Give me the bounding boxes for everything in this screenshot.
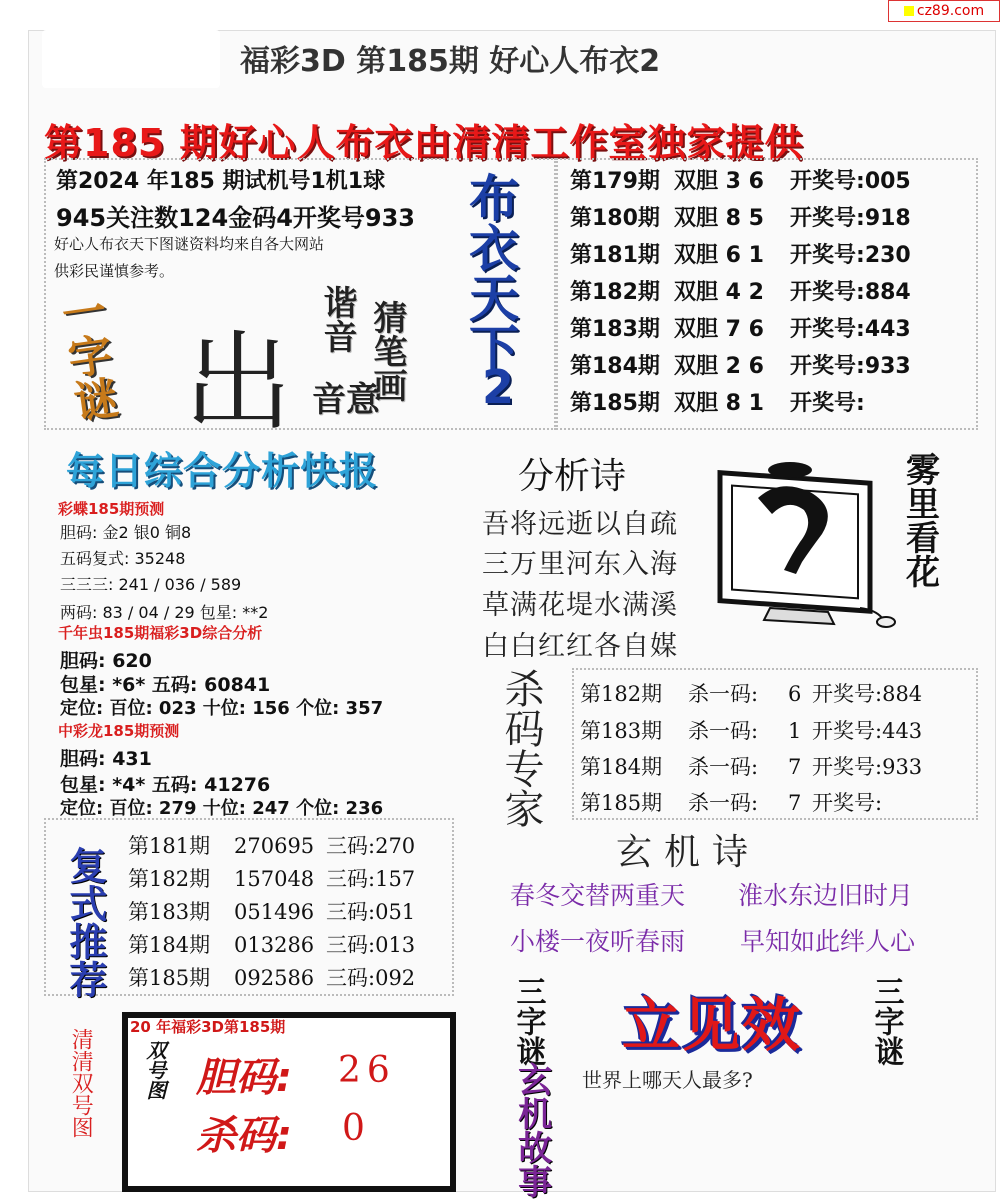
disclaimer-line: 好心人布衣天下图谜资料均来自各大网站 [54, 235, 325, 253]
riddle-question: 世界上哪天人最多? [582, 1068, 753, 1092]
daily-report-title: 每日综合分析快报 [66, 449, 379, 493]
banner-title: 第185 期好心人布衣由清清工作室独家提供 [44, 121, 804, 165]
history-row: 第183期 双胆 7 6 开奖号:443 [570, 317, 911, 342]
fushi-row: 第184期 013286 三码:013 [128, 933, 416, 957]
card-title: 20 年福彩3D第185期 [130, 1018, 286, 1036]
qiannian-heading: 千年虫185期福彩3D综合分析 [58, 624, 263, 642]
poem-line: 草满花堤水满溪 [482, 590, 678, 621]
kill-row: 第185期 杀一码: 7 开奖号: [580, 791, 883, 815]
caidie-wuma: 五码复式: 35248 [60, 549, 186, 568]
focus-info-line: 945关注数124金码4开奖号933 [56, 204, 415, 232]
monitor-illustration [710, 458, 896, 634]
zhongcai-dan: 胆码: 431 [60, 748, 152, 770]
history-row: 第179期 双胆 3 6 开奖号:005 [570, 169, 911, 194]
kill-row: 第182期 杀一码: 6 开奖号:884 [580, 682, 923, 706]
caidie-heading: 彩蝶185期预测 [58, 500, 165, 518]
xuanji-poem-title: 玄机诗 [616, 832, 761, 873]
three-char-riddle-right: 三字谜 [868, 976, 904, 1066]
kill-row: 第184期 杀一码: 7 开奖号:933 [580, 755, 923, 779]
fushi-row: 第181期 270695 三码:270 [128, 834, 416, 858]
watermark-text: cz89.com [916, 3, 985, 19]
wuli-kanhua-label: 雾里看花 [899, 452, 940, 588]
clue-bihua: 猜笔画 [367, 300, 407, 402]
clue-xieyin: 谐音 [317, 285, 357, 353]
zhongcai-heading: 中彩龙185期预测 [58, 722, 180, 740]
card-dan-value: 26 [338, 1050, 396, 1091]
caidie-liangma: 两码: 83 / 04 / 29 包星: **2 [60, 603, 269, 622]
trial-info-line: 第2024 年185 期试机号1机1球 [56, 169, 386, 194]
qiannian-dan: 胆码: 620 [60, 650, 152, 672]
clue-yinyi: 音意 [312, 380, 380, 420]
brand-number: 2 [482, 360, 515, 414]
qiannian-baoxing: 包星: *6* 五码: 60841 [60, 674, 271, 696]
xuanji-line: 淮水东边旧时月 [738, 881, 914, 910]
card-side-label: 双号图 [143, 1040, 167, 1100]
logo-placeholder [42, 30, 220, 88]
qiannian-dingwei: 定位: 百位: 023 十位: 156 个位: 357 [60, 698, 384, 719]
kill-expert-title: 杀码专家 [498, 668, 544, 828]
zhongcai-baoxing: 包星: *4* 五码: 41276 [60, 774, 271, 796]
history-row: 第184期 双胆 2 6 开奖号:933 [570, 354, 911, 379]
fushi-row: 第183期 051496 三码:051 [128, 900, 416, 924]
history-row: 第182期 双胆 4 2 开奖号:884 [570, 280, 911, 305]
history-row: 第180期 双胆 8 5 开奖号:918 [570, 206, 911, 231]
fushi-row: 第182期 157048 三码:157 [128, 867, 416, 891]
card-sha-label: 杀码: [196, 1113, 292, 1159]
qingqing-label: 清清双号图 [68, 1028, 94, 1138]
fushi-title: 复式推荐 [62, 846, 107, 998]
xuanji-line: 小楼一夜听春雨 [510, 927, 686, 956]
card-dan-label: 胆码: [196, 1055, 292, 1101]
caidie-sansan: 三三三: 241 / 036 / 589 [60, 575, 242, 594]
history-row: 第185期 双胆 8 1 开奖号: [570, 391, 865, 416]
three-char-riddle-left: 三字谜 [510, 976, 546, 1066]
xuanji-story-label: 玄机故事 [511, 1062, 552, 1198]
riddle-character: 出 [184, 321, 293, 446]
disclaimer-line-2: 供彩民谨慎参考。 [54, 262, 175, 280]
fushi-row: 第185期 092586 三码:092 [128, 966, 416, 990]
zhongcai-dingwei: 定位: 百位: 279 十位: 247 个位: 236 [60, 798, 384, 819]
site-watermark[interactable] [888, 0, 1000, 22]
brand-vertical: 布衣天下 [461, 172, 519, 372]
card-sha-value: 0 [342, 1108, 365, 1149]
lijian-title: 立见效 [622, 991, 803, 1059]
poem-line: 吾将远逝以自疏 [482, 509, 678, 540]
kill-row: 第183期 杀一码: 1 开奖号:443 [580, 719, 923, 743]
history-row: 第181期 双胆 6 1 开奖号:230 [570, 243, 911, 268]
yellow-square-icon [904, 6, 914, 16]
xuanji-line: 早知如此绊人心 [740, 927, 916, 956]
poem-line: 白白红红各自媒 [482, 631, 678, 662]
zimi-label: 一字谜 [51, 287, 121, 425]
poem-line: 三万里河东入海 [482, 549, 678, 580]
page-title: 福彩3D 第185期 好心人布衣2 [240, 44, 661, 79]
caidie-dan: 胆码: 金2 银0 铜8 [60, 523, 192, 542]
xuanji-line: 春冬交替两重天 [510, 881, 686, 910]
poem-title: 分析诗 [518, 456, 627, 497]
